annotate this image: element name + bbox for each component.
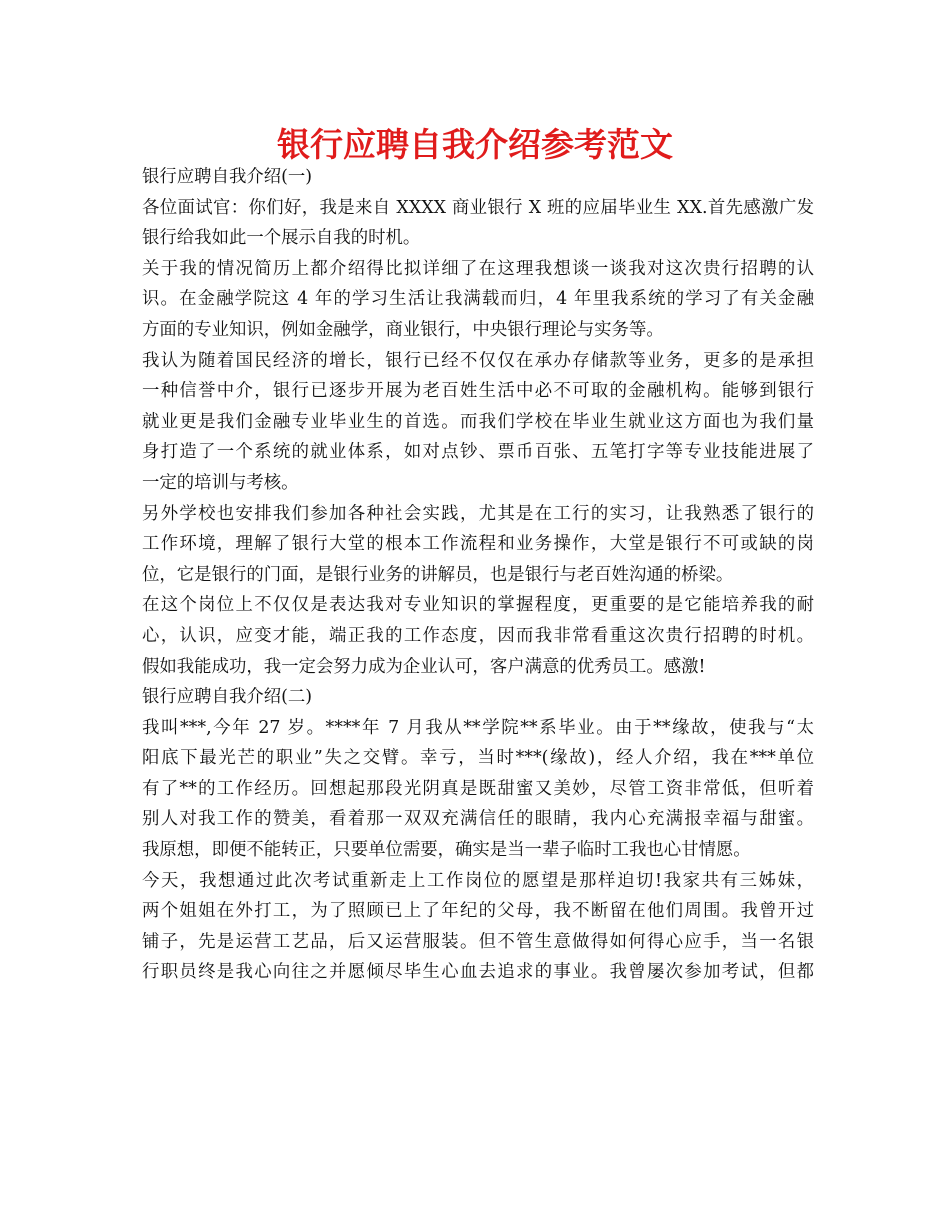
text-line: 位，它是银行的门面，是银行业务的讲解员，也是银行与老百姓沟通的桥梁。 (142, 564, 734, 585)
text-line: 在这个岗位上不仅仅是表达我对专业知识的掌握程度，更重要的是它能培养我的耐 (142, 595, 814, 616)
text-line: 关于我的情况简历上都介绍得比拟详细了在这理我想谈一谈我对这次贵行招聘的认 (142, 258, 814, 279)
text-line: 银行给我如此一个展示自我的时机。 (142, 228, 421, 249)
text-line: 识。在金融学院这 4 年的学习生活让我满载而归，4 年里我系统的学习了有关金融 (142, 289, 814, 310)
text-line: 银行应聘自我介绍(二) (142, 687, 313, 708)
text-line: 心，认识，应变才能，端正我的工作态度，因而我非常看重这次贵行招聘的时机。 (142, 625, 814, 646)
text-line: 今天，我想通过此次考试重新走上工作岗位的愿望是那样迫切!我家共有三姊妹， (142, 870, 814, 891)
text-line: 银行应聘自我介绍(一) (142, 167, 313, 187)
text-line: 一定的培训与考核。 (142, 472, 299, 493)
text-line: 别人对我工作的赞美，看着那一双双充满信任的眼睛，我内心充满报幸福与甜蜜。 (142, 809, 814, 830)
text-line: 身打造了一个系统的就业体系，如对点钞、票币百张、五笔打字等专业技能进展了 (142, 442, 814, 463)
text-line: 就业更是我们金融专业毕业生的首选。而我们学校在毕业生就业这方面也为我们量 (142, 411, 814, 432)
text-line: 一种信誉中介，银行已逐步开展为老百姓生活中必不可取的金融机构。能够到银行 (142, 381, 814, 402)
text-line: 假如我能成功，我一定会努力成为企业认可，客户满意的优秀员工。感激! (142, 656, 706, 677)
text-line: 我认为随着国民经济的增长，银行已经不仅仅在承办存储款等业务，更多的是承担 (142, 350, 814, 371)
text-line: 另外学校也安排我们参加各种社会实践，尤其是在工行的实习，让我熟悉了银行的 (142, 503, 814, 524)
text-line: 工作环境，理解了银行大堂的根本工作流程和业务操作，大堂是银行不可或缺的岗 (142, 534, 814, 555)
text-line: 我叫***,今年 27 岁。****年 7 月我从**学院**系毕业。由于**缘故，使我与“太 (142, 717, 814, 738)
text-line: 铺子，先是运营工艺品，后又运营服装。但不管生意做得如何得心应手，当一名银 (142, 931, 814, 952)
text-line: 方面的专业知识，例如金融学，商业银行，中央银行理论与实务等。 (142, 319, 664, 340)
text-line: 有了**的工作经历。回想起那段光阴真是既甜蜜又美妙，尽管工资非常低，但听着 (142, 778, 814, 799)
text-line: 我原想，即便不能转正，只要单位需要，确实是当一辈子临时工我也心甘情愿。 (142, 840, 751, 861)
text-line: 两个姐姐在外打工，为了照顾已上了年纪的父母，我不断留在他们周围。我曾开过 (142, 901, 814, 922)
page-title: 银行应聘自我介绍参考范文 (277, 125, 673, 164)
text-line: 各位面试官：你们好，我是来自 XXXX 商业银行 X 班的应届毕业生 XX.首先感激广发 (142, 197, 814, 218)
text-line: 行职员终是我心向往之并愿倾尽毕生心血去追求的事业。我曾屡次参加考试，但都 (142, 962, 814, 983)
document-body (142, 162, 814, 988)
text-line: 阳底下最光芒的职业”失之交臂。幸亏，当时***(缘故)，经人介绍，我在***单位 (142, 748, 814, 769)
